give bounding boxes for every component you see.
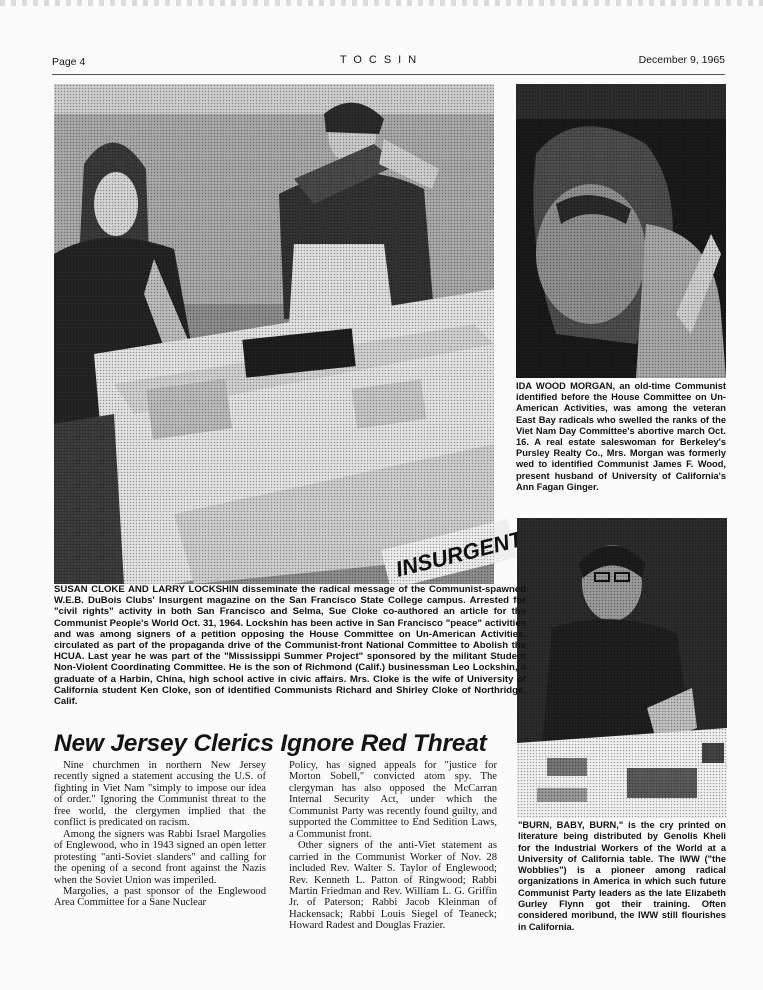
caption-iww: "BURN, BABY, BURN," is the cry printed on literature being distributed by Genolis Kheli for the Industrial Workers of the World at a University of California table. The IWW ("the Wobblies") is a pioneer among radical organizations in America in which such future Communist Party leaders as the late Elizabeth Gurley Flynn got their training. Often considered moribund, the IWW still flourishes in California. <box>518 820 726 932</box>
photo-iww-table <box>517 518 727 818</box>
article-paragraph: Nine churchmen in northern New Jersey recently signed a statement accusing the U.S. of fighting in Viet Nam "simply to impose our idea of order." Ignoring the Communist threat to the free world, the clergymen implied that the conflict is predicated on racism. <box>54 760 266 829</box>
article-headline: New Jersey Clerics Ignore Red Threat <box>54 730 487 757</box>
photo-cloke-lockshin <box>54 84 494 584</box>
article-paragraph: Other signers of the anti-Viet statement as carried in the Communist Worker of Nov. 28 included Rev. Walter S. Taylor of Englewood; Rev. Kenneth L. Patton of Ringwood; Rabbi Martin Friedman and Rev. William L. G. Griffin Jr. of Paterson; Rabbi Jacob Kleinman of Hackensack; Rabbi Louis Siegel of Teaneck; Howard Radest and Douglas Frazier. <box>289 840 497 932</box>
article-column-1 <box>54 760 266 909</box>
article-paragraph: Margolies, a past sponsor of the Englewood Area Committee for a Sane Nuclear <box>54 885 266 909</box>
article-column-2 <box>289 760 497 932</box>
photo-ida-wood-morgan <box>516 84 726 378</box>
issue-date: December 9, 1965 <box>638 54 725 66</box>
page-number: Page 4 <box>52 56 86 68</box>
header-rule <box>52 74 725 75</box>
caption-cloke-lockshin: SUSAN CLOKE AND LARRY LOCKSHIN disseminate the radical message of the Communist-spawned W.E.B. DuBois Clubs' Insurgent magazine on the San Francisco State College campus. Arrested for "civil rights" activity in both San Francisco and Selma, Sue Cloke co-authored an article for the Communist People's World Oct. 31, 1964. Lockshin has been active in San Francisco "peace" activities and was among signers of a petition opposing the House Committee on Un-American Activities, circulated as part of the propaganda drive of the Communist-front National Committee to Abolish the HCUA. Last year he was part of the "Mississippi Summer Project" sponsored by the militant Student Non-Violent Coordinating Committee. He is the son of Richmond (Calif.) businessman Leo Lockshin, a graduate of a Harbin, China, high school active in civic affairs. Mrs. Cloke is the wife of University of California student Ken Cloke, son of identified Communists Richard and Shirley Cloke of Northridge, Calif. <box>54 584 526 708</box>
article-paragraph: Policy, has signed appeals for "justice for Morton Sobell," convicted atom spy. The clergyman has also opposed the McCarran Internal Security Act, under which the Communist Party was recently found guilty, and supported the Committee to End Sedition Laws, a Communist front. <box>289 760 497 840</box>
publication-title: TOCSIN <box>339 54 424 66</box>
caption-ida-wood-morgan: IDA WOOD MORGAN, an old-time Communist identified before the House Committee on Un-American Activities, was among the veteran East Bay radicals who swelled the ranks of the Viet Nam Day Committee's abortive march Oct. 16. A real estate saleswoman for Berkeley's Pursley Realty Co., Mrs. Morgan was formerly wed to identified Communist James F. Wood, present husband of University of California's Ann Fagan Ginger. <box>516 381 726 492</box>
article-paragraph: Among the signers was Rabbi Israel Margolies of Englewood, who in 1943 signed an open letter protesting "anti-Soviet slanders" and calling for the opening of a second front against the Nazis when the Soviet Union was imperiled. <box>54 828 266 886</box>
page-header <box>0 52 763 72</box>
scan-edge-artifact <box>0 0 763 6</box>
